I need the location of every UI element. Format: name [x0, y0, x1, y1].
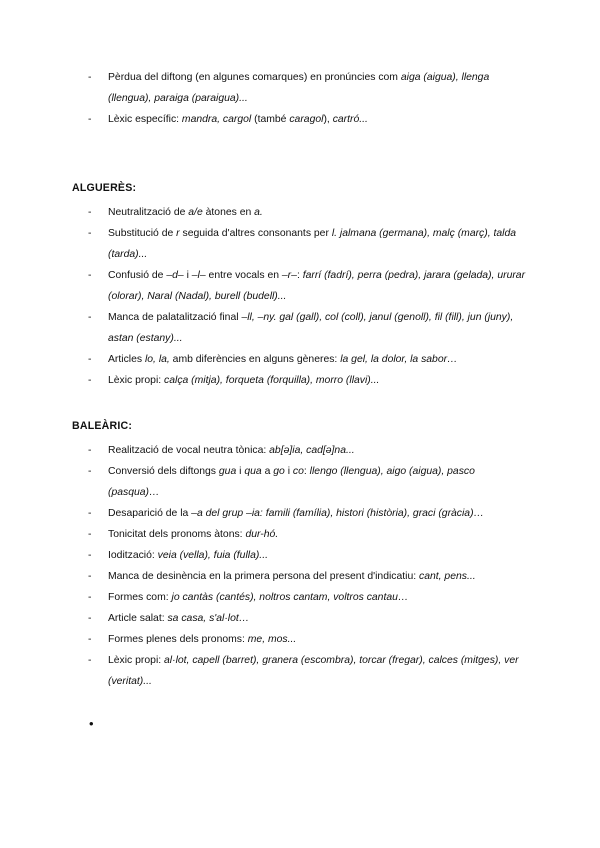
list-item: - Tonicitat dels pronoms àtons: dur-hó. — [88, 524, 528, 545]
list-item: - Desaparició de la –a del grup –ia: famili (família), histori (història), graci (gràcia)… — [88, 503, 528, 524]
list-item: - Iodització: veia (vella), fuia (fulla)... — [88, 545, 528, 566]
list-item: - Conversió dels diftongs gua i qua a go i co: llengo (llengua), aigo (aigua), pasco (pasqua)… — [88, 461, 528, 503]
list-item: - Article salat: sa casa, s'al·lot… — [88, 608, 528, 629]
list-top — [88, 67, 528, 130]
list-item: - Formes plenes dels pronoms: me, mos... — [88, 629, 528, 650]
list-item: - Realització de vocal neutra tònica: ab[ə]ia, cad[ə]na... — [88, 440, 528, 461]
list-item: - Manca de palatalització final –ll, –ny. gal (gall), col (coll), janul (genoll), fil (fill), jun (juny), astan (estany)... — [88, 307, 528, 349]
list-item: - Substitució de r seguida d'altres consonants per l. jalmana (germana), malç (març), talda (tarda)... — [88, 223, 528, 265]
empty-bullet: • — [89, 716, 94, 731]
list-item: - Lèxic específic: mandra, cargol (també caragol), cartró... — [88, 109, 528, 130]
list-item: - Articles lo, la, amb diferències en alguns gèneres: la gel, la dolor, la sabor… — [88, 349, 528, 370]
list-item: - Formes com: jo cantàs (cantés), noltros cantam, voltros cantau… — [88, 587, 528, 608]
list-item: - Lèxic propi: calça (mitja), forqueta (forquilla), morro (llavi)... — [88, 370, 528, 391]
list-balear — [88, 440, 528, 692]
heading-balear: BALEÀRIC: — [72, 420, 133, 432]
heading-alguerès: ALGUERÈS: — [72, 182, 137, 194]
list-item: - Neutralització de a/e àtones en a. — [88, 202, 528, 223]
list-item: - Lèxic propi: al·lot, capell (barret), granera (escombra), torcar (fregar), calces (mitges), ver (veritat)... — [88, 650, 528, 692]
list-item: - Confusió de –d– i –l– entre vocals en –r–: farrí (fadrí), perra (pedra), jarara (gelada), ururar (olorar), Naral (Nadal), burell (budell)... — [88, 265, 528, 307]
list-alguerès — [88, 202, 528, 391]
list-item: - Pèrdua del diftong (en algunes comarques) en pronúncies com aiga (aigua), llenga (llengua), paraiga (paraigua)... — [88, 67, 528, 109]
list-item: - Manca de desinència en la primera persona del present d'indicatiu: cant, pens... — [88, 566, 528, 587]
